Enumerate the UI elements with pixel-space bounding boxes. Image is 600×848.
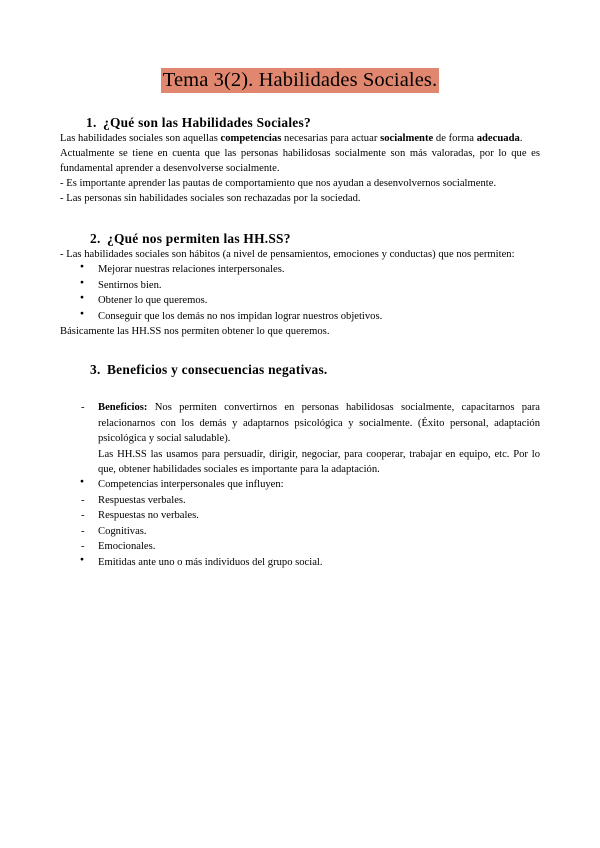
list-item: ● Sentirnos bien.	[60, 278, 540, 293]
list-item: - Cognitivas.	[60, 524, 540, 539]
list-item: ● Competencias interpersonales que influyen:	[60, 477, 540, 492]
section-1-number: 1.	[86, 115, 97, 131]
s1-p1-bold-adecuada: adecuada	[476, 133, 520, 145]
list-item: - Emocionales.	[60, 539, 540, 554]
beneficios-text: Nos permiten convertirnos en personas habilidosas socialmente, capacitarnos para relacionarnos con los demás y adaptarnos psicológica y socialmente. (Éxito personal, adaptación psicológica y social saludable).	[98, 402, 540, 445]
list-item: ● Obtener lo que queremos.	[60, 293, 540, 308]
list-item: ● Emitidas ante uno o más individuos del grupo social.	[60, 555, 540, 570]
page-title: Tema 3(2). Habilidades Sociales.	[162, 69, 438, 91]
s1-p1-part-a: Las habilidades sociales son aquellas	[60, 133, 221, 145]
section-3-title: Beneficios y consecuencias negativas.	[107, 362, 328, 378]
beneficios-text-2: Las HH.SS las usamos para persuadir, dirigir, negociar, para cooperar, trabajar en equipo, etc. Por lo que, obtener habilidades sociales es importante para la adaptación.	[98, 448, 540, 475]
s1-p1-part-e: de forma	[433, 133, 477, 145]
competencias-bullet-list	[60, 477, 540, 492]
section-2-number: 2.	[90, 231, 101, 247]
list-item: - Respuestas no verbales.	[60, 508, 540, 523]
final-bullet-list	[60, 555, 540, 570]
beneficios-label: Beneficios:	[98, 402, 148, 414]
competencias-sub-list	[60, 493, 540, 555]
section-3-number: 3.	[90, 362, 101, 378]
beneficios-item	[60, 400, 540, 477]
section-2-title: ¿Qué nos permiten las HH.SS?	[107, 231, 291, 247]
section-heading-1	[60, 115, 540, 131]
section-1-paragraph-3: - Es importante aprender las pautas de comportamiento que nos ayudan a desenvolvernos socialmente.	[60, 178, 497, 190]
section-2-bullet-list	[60, 262, 540, 324]
list-item: ● Conseguir que los demás no nos impidan lograr nuestros objetivos.	[60, 309, 540, 324]
list-item: - Respuestas verbales.	[60, 493, 540, 508]
section-1-paragraph-1	[60, 131, 540, 146]
s1-p1-part-c: necesarias para actuar	[281, 133, 381, 145]
s1-p1-bold-socialmente: socialmente	[380, 133, 434, 145]
list-item: ● Mejorar nuestras relaciones interpersonales.	[60, 262, 540, 277]
section-1-paragraph-4: - Las personas sin habilidades sociales son rechazadas por la sociedad.	[60, 193, 361, 205]
s1-p1-part-g: .	[519, 133, 523, 145]
page-title-container	[60, 0, 540, 95]
section-1-paragraph-2: Actualmente se tiene en cuenta que las personas habilidosas socialmente son más valoradas, por lo que es fundamental aprender a desenvolverse socialmente.	[60, 148, 540, 175]
section-2-intro: - Las habilidades sociales son hábitos (a nivel de pensamientos, emociones y conductas) que nos permiten:	[60, 249, 515, 261]
section-heading-3	[60, 362, 540, 378]
section-heading-2	[60, 231, 540, 247]
section-2-closing: Básicamente las HH.SS nos permiten obtener lo que queremos.	[60, 326, 330, 338]
section-1-title: ¿Qué son las Habilidades Sociales?	[103, 115, 311, 131]
s1-p1-bold-competencias: competencias	[220, 133, 282, 145]
